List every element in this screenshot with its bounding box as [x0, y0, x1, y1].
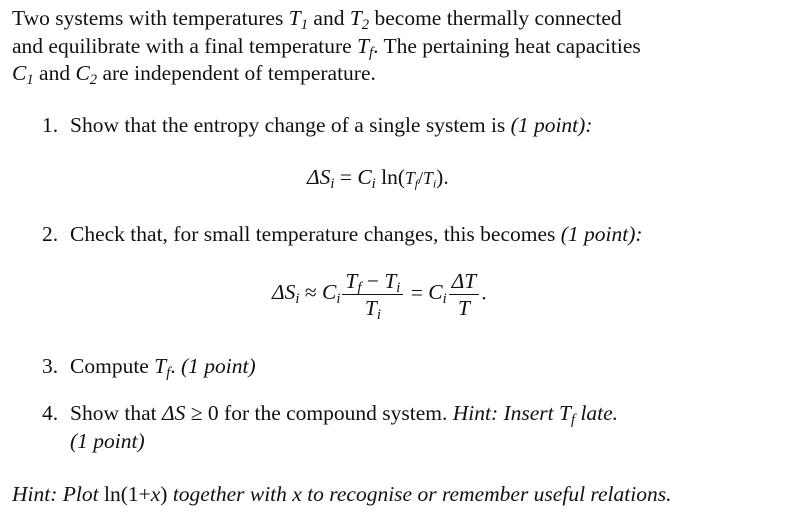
- intro-text: become thermally connected: [369, 6, 622, 30]
- intro-text: are independent of temperature.: [97, 61, 376, 85]
- intro-line-2: [12, 33, 792, 61]
- item-number: 4.: [42, 401, 59, 425]
- var-tf: $T_f$: [357, 33, 374, 61]
- footer-hint: Hint: Plot ln(1+x) together with x to recognise or remember useful relations.: [12, 482, 672, 506]
- fraction-1: $\frac{T_f - T_i}{T_i}$: [342, 268, 403, 321]
- item-points: (1 point): [70, 428, 145, 453]
- item-points: (1 point): [181, 354, 256, 378]
- list-item-4: 4. Show that ΔS ≥ 0 for the compound system. Hint: Insert $T_f$ late. (1 point): [42, 400, 762, 455]
- intro-text: and: [308, 6, 350, 30]
- intro-text: and: [33, 61, 76, 85]
- list-item-2: [42, 221, 762, 249]
- item-number: 1.: [42, 113, 59, 137]
- intro-line-3: [12, 60, 792, 88]
- item-text: Compute: [70, 354, 155, 378]
- item-points: (1 point):: [510, 113, 593, 137]
- var-c2: $C_2$: [75, 61, 98, 89]
- equation-1: $\Delta S_i = C_i$ $\ln(T_f/T_i)$.: [307, 165, 449, 193]
- item-text: Check that, for small temperature changes, this becomes: [70, 222, 561, 246]
- var-t1: $T_1$: [288, 6, 309, 34]
- item-text: Show that the entropy change of a single system is: [70, 113, 511, 137]
- fraction-2: $\frac{\Delta T}{T}$: [449, 268, 480, 321]
- item-text: Show that: [70, 401, 162, 425]
- intro-text: . The pertaining heat capacities: [373, 33, 641, 58]
- var-t2: $T_2$: [349, 6, 370, 34]
- equation-2: $\Delta S_i \approx C_i$ $\frac{T_f - T_i}{T_i}$ = $C_i$ $\frac{\Delta T}{T}$ .: [272, 269, 487, 324]
- intro-line-1: [12, 5, 792, 33]
- item-points: (1 point):: [560, 222, 643, 246]
- intro-text: and equilibrate with a final temperature: [12, 33, 358, 58]
- item-number: 3.: [42, 354, 59, 378]
- intro-paragraph: [12, 5, 792, 88]
- var-c1: $C_1$: [12, 61, 34, 89]
- list-item-1: [42, 112, 762, 140]
- item-number: 2.: [42, 222, 59, 246]
- list-item-3: 3. Compute $T_f$. (1 point): [42, 354, 256, 382]
- intro-text: Two systems with temperatures: [12, 6, 289, 30]
